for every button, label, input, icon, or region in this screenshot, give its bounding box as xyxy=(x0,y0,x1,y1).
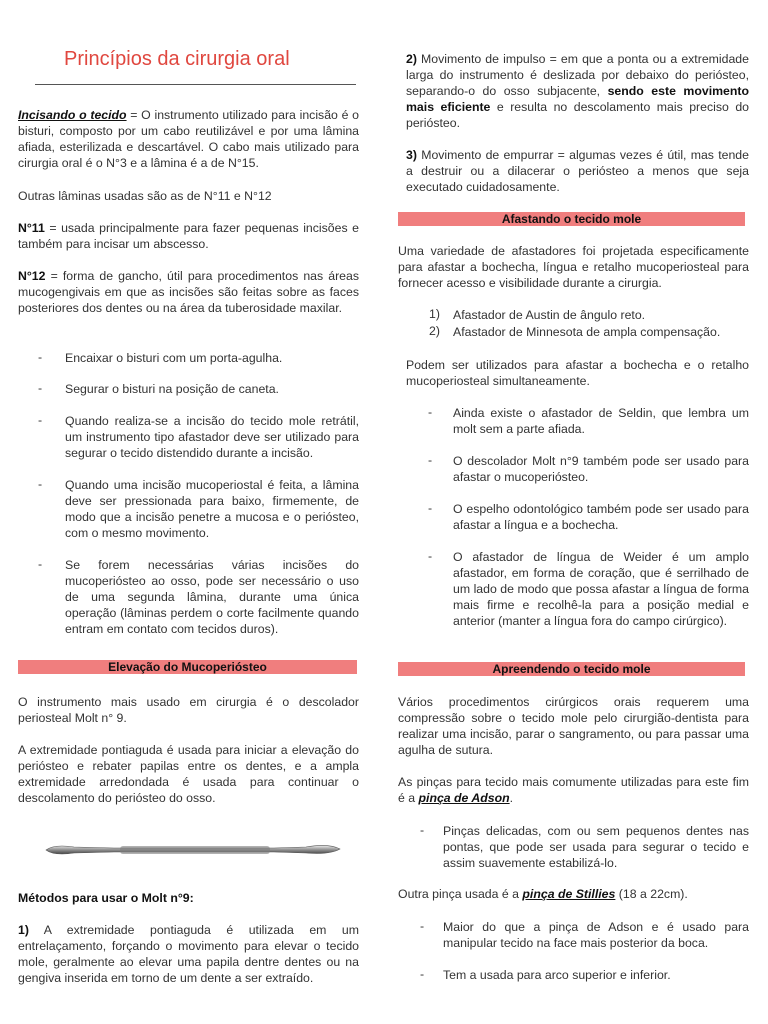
paragraph-afastadores: Uma variedade de afastadores foi projetada especificamente para afastar a bochecha, língua e retalho mucoperiosteal para fornecer acesso e visibilidade durante a cirurgia. xyxy=(398,244,749,290)
bullet-text: Encaixar o bisturi com um porta-agulha. xyxy=(65,351,283,365)
list-text: Afastador de Minnesota de ampla compensação. xyxy=(453,325,721,339)
bullet-text: Quando realiza-se a incisão do tecido mole retrátil, um instrumento tipo afastador deve ser utilizado para segurar o tecido distendido durante a incisão. xyxy=(65,414,359,460)
paragraph-pincas-adson: As pinças para tecido mais comumente utilizadas para este fim é a pinça de Adson. xyxy=(398,775,749,805)
bullet-dash: - xyxy=(38,557,43,571)
paragraph-method-2: 2) Movimento de impulso = em que a ponta ou a extremidade larga do instrumento é deslizada por debaixo do periósteo, separando-o do osso subjacente, sendo este movimento mais eficiente e resulta no descolamento mais preciso do periósteo. xyxy=(406,52,750,130)
bullet-dash: - xyxy=(38,350,43,364)
methods-title: Métodos para usar o Molt n°9: xyxy=(18,891,194,905)
bullet-text: Tem a usada para arco superior e inferior. xyxy=(443,968,671,982)
paragraph-method-1: 1) A extremidade pontiaguda é utilizada em um entrelaçamento, forçando o movimento para elevar o tecido mole, geralmente ao elevar uma papila dentre dentes ou na gengiva inserida em torno de um dente a ser extraído. xyxy=(18,923,359,985)
bullet-text: Segurar o bisturi na posição de caneta. xyxy=(65,382,279,396)
page-title: Princípios da cirurgia oral xyxy=(64,48,290,70)
bullet-text: Quando uma incisão mucoperiostal é feita, a lâmina deve ser pressionada para baixo, firmemente, de modo que a incisão penetre a mucosa e o periósteo, com o mesmo movimento. xyxy=(65,478,359,540)
paragraph-podem: Podem ser utilizados para afastar a bochecha e o retalho mucoperiosteal simultaneamente. xyxy=(406,358,749,388)
bullet-dash: - xyxy=(428,405,433,419)
paragraph-procedimentos: Vários procedimentos cirúrgicos orais requerem uma compressão sobre o tecido mole pelo cirurgião-dentista para realizar uma incisão, parar o sangramento, ou para passar uma agulha de sutura. xyxy=(398,695,749,757)
bullet-dash: - xyxy=(38,477,43,491)
bullet-text: O afastador de língua de Weider é um amplo afastador, em forma de coração, que é serrilhado de um lado de modo que possa afastar a língua de forma mais firme e recolhê-la para a posição medial e anterior (manter a língua fora do campo cirúrgico). xyxy=(453,550,749,628)
bullet-dash: - xyxy=(38,381,43,395)
bullet-dash: - xyxy=(428,549,433,563)
bullet-text: O espelho odontológico também pode ser usado para afastar a língua e a bochecha. xyxy=(453,502,749,532)
bullet-text: Se forem necessárias várias incisões do mucoperiósteo ao osso, pode ser necessário o uso de uma segunda lâmina, durante uma única operação (lâminas perdem o corte facilmente quando entram em contato com tecidos duros). xyxy=(65,558,359,636)
list-number: 2) xyxy=(429,324,440,338)
paragraph-n12: N°12 = forma de gancho, útil para procedimentos nas áreas mucogengivais em que as incisões são feitas sobre as faces posteriores dos dentes ou na área da tuberosidade maxilar. xyxy=(18,269,359,315)
paragraph-descolador: O instrumento mais usado em cirurgia é o descolador periosteal Molt n° 9. xyxy=(18,695,359,725)
paragraph-outras-laminas: Outras lâminas usadas são as de N°11 e N°12 xyxy=(18,189,272,203)
bullet-text: O descolador Molt n°9 também pode ser usado para afastar o mucoperiósteo. xyxy=(453,454,749,484)
section-header-apreendendo: Apreendendo o tecido mole xyxy=(398,662,745,676)
paragraph-extremidade: A extremidade pontiaguda é usada para iniciar a elevação do periósteo e rebater papilas entre os dentes, e a ampla extremidade arredondada é usada para continuar o descolamento do periósteo do osso. xyxy=(18,743,359,805)
section-header-afastando: Afastando o tecido mole xyxy=(398,212,745,226)
paragraph-incisando: Incisando o tecido = O instrumento utilizado para incisão é o bisturi, composto por um cabo reutilizável e por uma lâmina afiada, esterilizada e descartável. O cabo mais utilizado para cirurgia oral é o N°3 e a lâmina é a de N°15. xyxy=(18,108,359,170)
paragraph-stillies: Outra pinça usada é a pinça de Stillies (18 a 22cm). xyxy=(398,887,688,901)
bullet-text: Maior do que a pinça de Adson e é usado para manipular tecido na face mais posterior da boca. xyxy=(443,920,749,950)
bullet-text: Ainda existe o afastador de Seldin, que lembra um molt sem a parte afiada. xyxy=(453,406,749,436)
paragraph-method-3: 3) Movimento de empurrar = algumas vezes é útil, mas tende a destruir ou a dilacerar o periósteo a menos que seja executado cuidadosamente. xyxy=(406,148,749,194)
molt-instrument-image xyxy=(44,838,342,862)
paragraph-n11: N°11 = usada principalmente para fazer pequenas incisões e também para incisar um abscesso. xyxy=(18,221,359,251)
list-number: 1) xyxy=(429,307,440,321)
bullet-dash: - xyxy=(428,453,433,467)
bullet-dash: - xyxy=(420,967,425,981)
bullet-dash: - xyxy=(420,823,425,837)
bullet-dash: - xyxy=(428,501,433,515)
bullet-text: Pinças delicadas, com ou sem pequenos dentes nas pontas, que pode ser usada para segurar o tecido e assim suavemente estabilizá-lo. xyxy=(443,824,749,870)
bullet-dash: - xyxy=(38,413,43,427)
list-text: Afastador de Austin de ângulo reto. xyxy=(453,308,646,322)
section-header-elevacao: Elevação do Mucoperiósteo xyxy=(18,660,357,674)
bullet-dash: - xyxy=(420,919,425,933)
title-divider xyxy=(35,84,356,85)
